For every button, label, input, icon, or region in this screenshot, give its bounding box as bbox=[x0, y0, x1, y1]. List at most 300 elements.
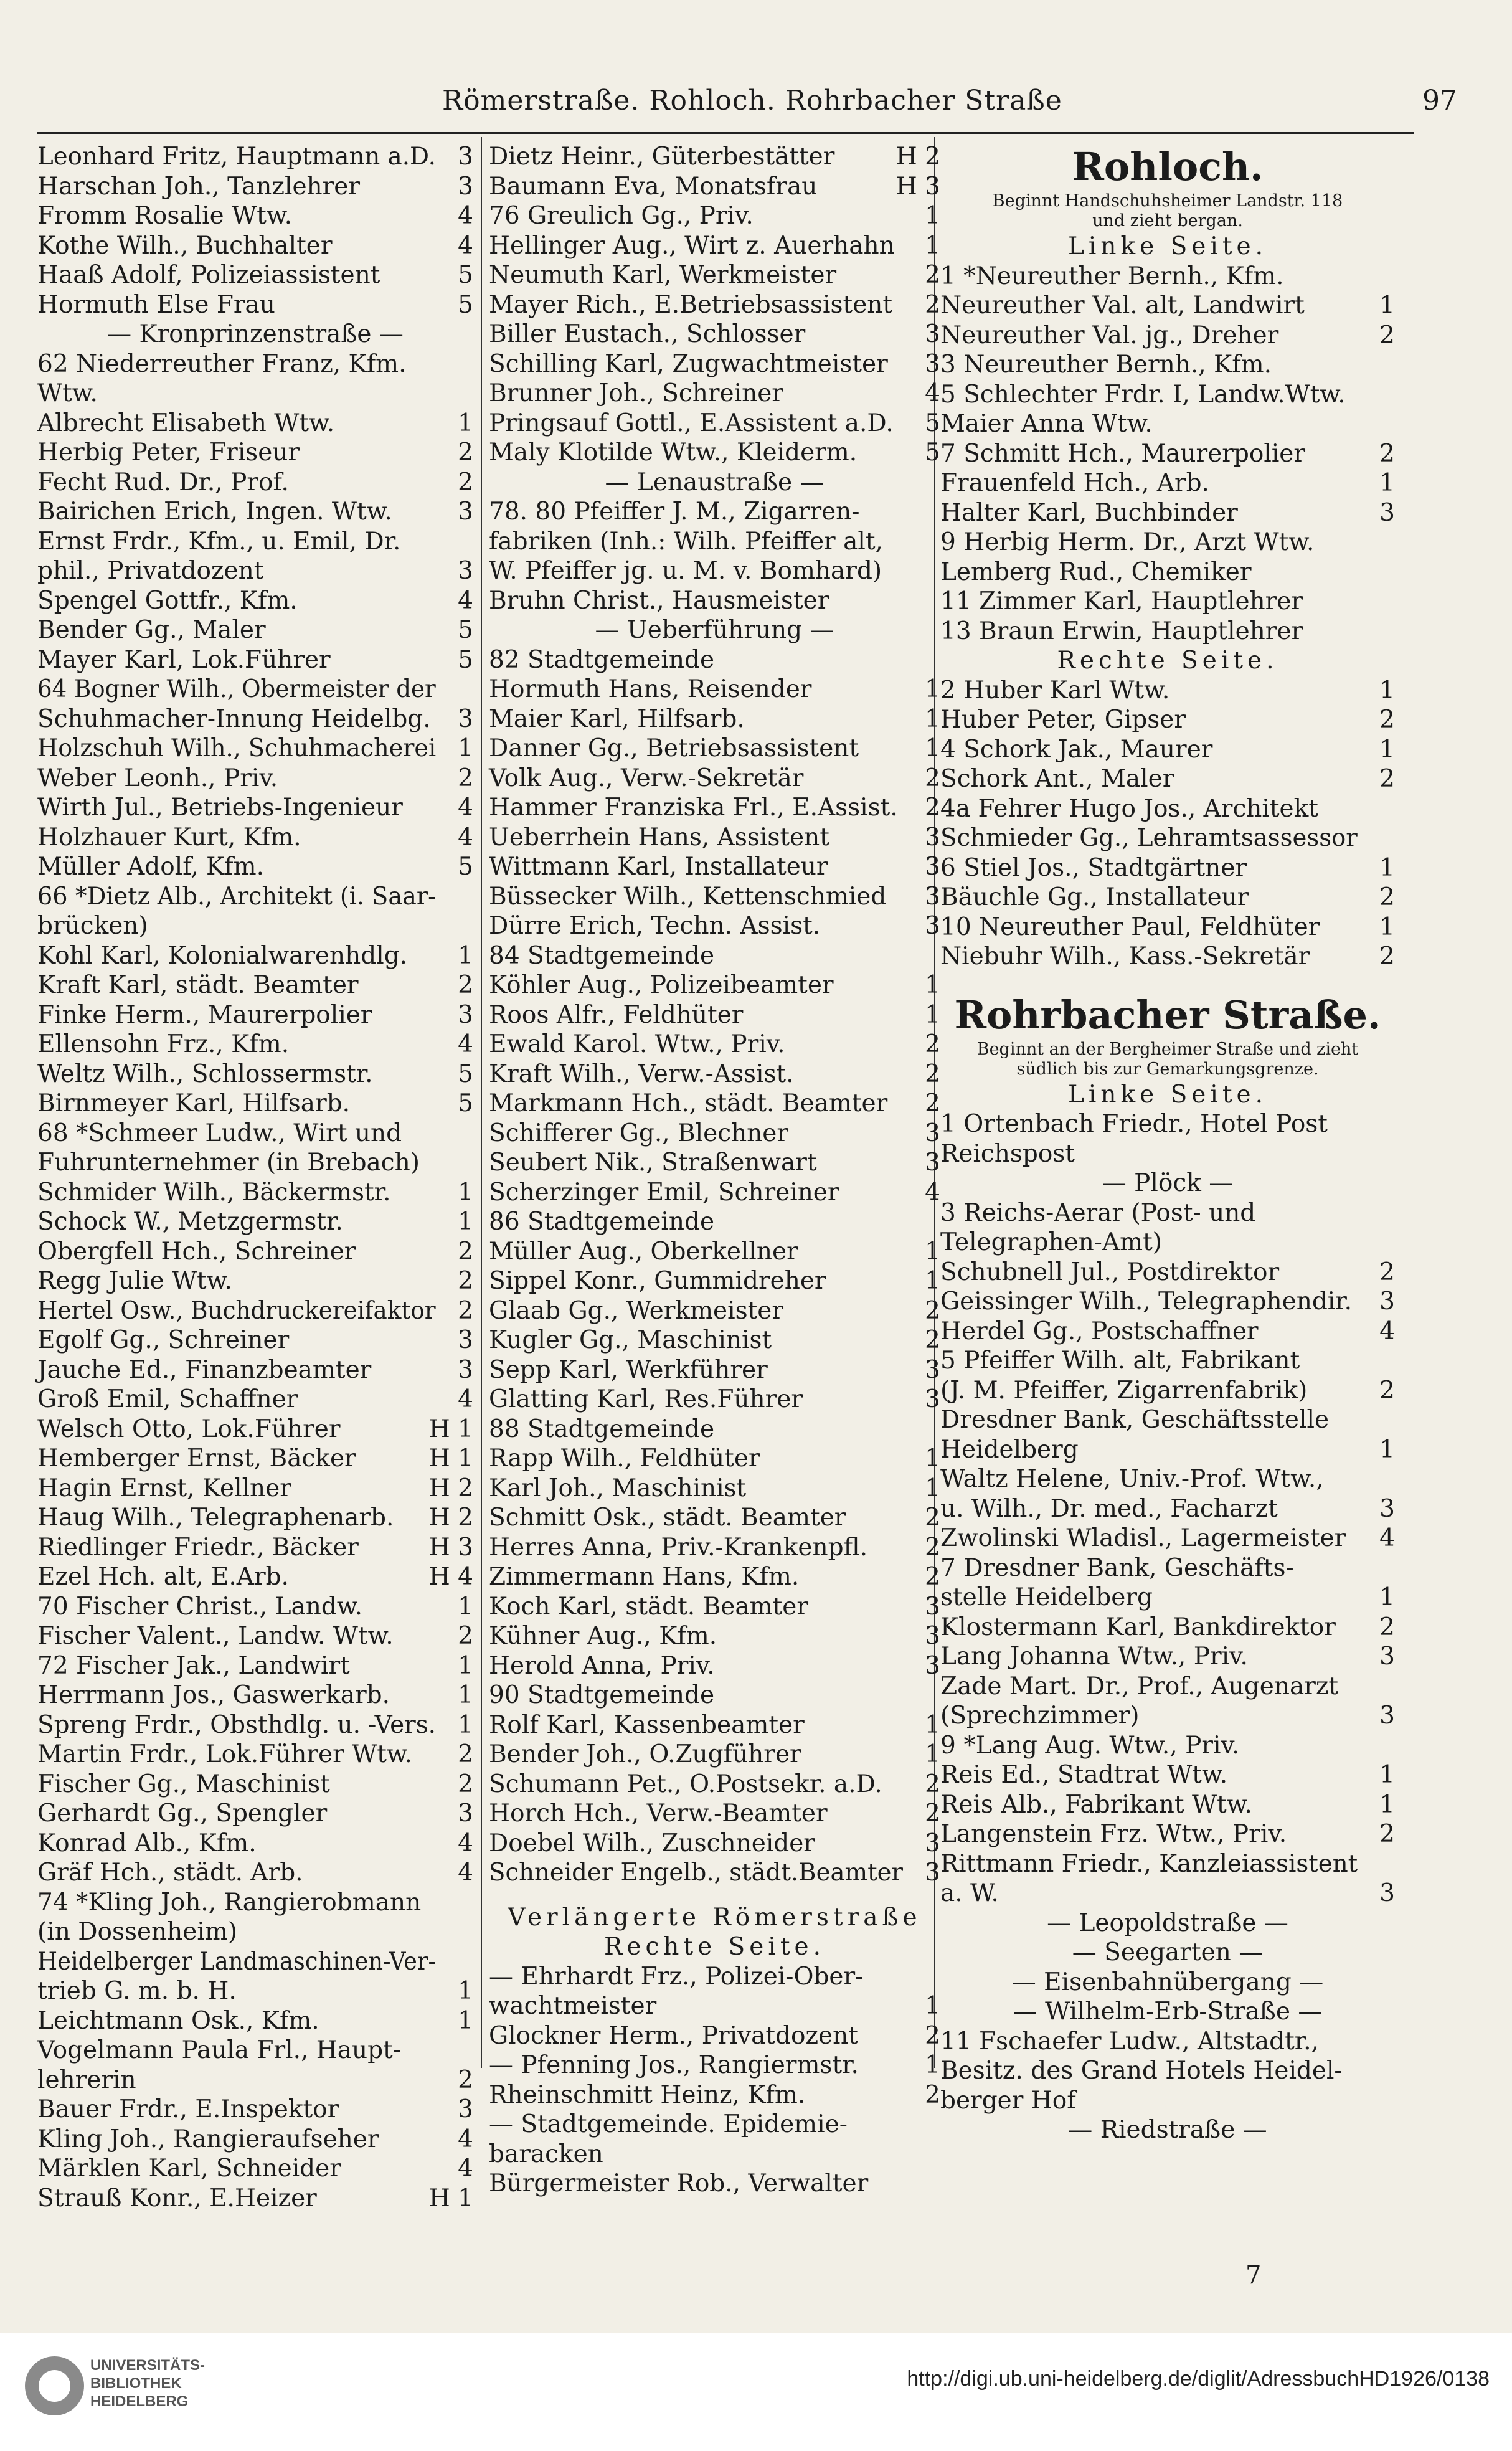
entry-text: Kling Joh., Rangieraufseher bbox=[37, 2125, 379, 2153]
entry-text: Holzhauer Kurt, Kfm. bbox=[37, 823, 301, 851]
floor-number: 4 bbox=[925, 379, 940, 407]
entry-text: Müller Aug., Oberkellner bbox=[489, 1237, 798, 1266]
entry-line bbox=[940, 409, 1395, 439]
entry-text: 1 Ortenbach Friedr., Hotel Post bbox=[940, 1110, 1328, 1138]
entry-text: Klostermann Karl, Bankdirektor bbox=[940, 1613, 1336, 1641]
entry-text: 6 Stiel Jos., Stadtgärtner bbox=[940, 853, 1247, 882]
entry-text: Egolf Gg., Schreiner bbox=[37, 1326, 290, 1354]
entry-text: Wtw. bbox=[37, 379, 98, 407]
floor-number: 3 bbox=[925, 1651, 940, 1680]
entry-text: Rolf Karl, Kassenbeamter bbox=[489, 1710, 805, 1739]
entry-line bbox=[37, 1888, 473, 1918]
entry-line bbox=[489, 1799, 940, 1829]
floor-number: 1 bbox=[925, 1740, 940, 1768]
entry-line bbox=[37, 1740, 473, 1770]
entry-text: — Wilhelm-Erb-Straße — bbox=[1013, 1998, 1323, 2026]
entry-text: Weltz Wilh., Schlossermstr. bbox=[37, 1060, 373, 1088]
entry-text: 72 Fischer Jak., Landwirt bbox=[37, 1651, 350, 1680]
entry-text: Maly Klotilde Wtw., Kleiderm. bbox=[489, 439, 858, 467]
entry-line bbox=[489, 911, 940, 941]
entry-text: Neureuther Val. jg., Dreher bbox=[940, 321, 1279, 349]
entry-line bbox=[489, 290, 940, 320]
entry-text: Rittmann Friedr., Kanzleiassistent bbox=[940, 1849, 1358, 1878]
entry-line bbox=[37, 260, 473, 290]
entry-line bbox=[37, 1976, 473, 2006]
floor-number: 2 bbox=[1379, 1376, 1395, 1405]
floor-number: H 1 bbox=[428, 1444, 473, 1472]
footer-bar bbox=[0, 2333, 1512, 2451]
floor-number: 3 bbox=[925, 823, 940, 851]
entry-text: Fuhrunternehmer (in Brebach) bbox=[37, 1149, 420, 1177]
entry-text: 3 Neureuther Bernh., Kfm. bbox=[940, 351, 1272, 379]
entry-text: Wirth Jul., Betriebs-Ingenieur bbox=[37, 794, 403, 822]
entry-line bbox=[37, 1119, 473, 1149]
entry-line bbox=[37, 764, 473, 794]
entry-line bbox=[489, 882, 940, 912]
floor-number: 2 bbox=[1379, 1258, 1395, 1286]
entry-line bbox=[940, 1790, 1395, 1820]
floor-number: 2 bbox=[925, 764, 940, 792]
entry-line bbox=[489, 1119, 940, 1149]
entry-line bbox=[940, 705, 1395, 735]
floor-number: 1 bbox=[1379, 1790, 1395, 1819]
entry-line bbox=[489, 1266, 940, 1296]
floor-number: 2 bbox=[925, 1533, 940, 1562]
entry-line bbox=[940, 1109, 1395, 1139]
entry-line bbox=[489, 1681, 940, 1710]
floor-number: 2 bbox=[925, 1799, 940, 1828]
entry-line bbox=[940, 1553, 1395, 1583]
entry-line bbox=[489, 349, 940, 379]
entry-line bbox=[940, 1346, 1395, 1376]
floor-number: 1 bbox=[1379, 913, 1395, 941]
entry-line bbox=[489, 1932, 940, 1962]
entry-line bbox=[37, 1592, 473, 1622]
entry-line bbox=[940, 853, 1395, 883]
floor-number: 2 bbox=[925, 1060, 940, 1088]
floor-number: 3 bbox=[458, 172, 473, 201]
entry-text: phil., Privatdozent bbox=[37, 557, 264, 585]
entry-text: Kraft Wilh., Verw.-Assist. bbox=[489, 1060, 794, 1088]
section-note: Beginnt Handschuhsheimer Landstr. 118 bbox=[992, 191, 1343, 211]
entry-text: (J. M. Pfeiffer, Zigarrenfabrik) bbox=[940, 1376, 1308, 1405]
entry-text: Heidelberg bbox=[940, 1435, 1079, 1464]
floor-number: 1 bbox=[1379, 469, 1395, 497]
entry-line bbox=[489, 1000, 940, 1030]
floor-number: 3 bbox=[458, 1799, 473, 1828]
section-note: Beginnt an der Bergheimer Straße und zieht bbox=[976, 1039, 1359, 1059]
entry-line bbox=[940, 1405, 1395, 1435]
section-note: südlich bis zur Gemarkungsgrenze. bbox=[1016, 1059, 1319, 1079]
entry-text: Zwolinski Wladisl., Lagermeister bbox=[940, 1524, 1346, 1552]
entry-line bbox=[37, 734, 473, 764]
entry-line bbox=[940, 1613, 1395, 1643]
entry-text: — Ehrhardt Frz., Polizei-Ober- bbox=[489, 1962, 864, 1991]
entry-line bbox=[940, 380, 1395, 410]
entry-line bbox=[37, 645, 473, 675]
entry-text: Kugler Gg., Maschinist bbox=[489, 1326, 772, 1354]
entry-line bbox=[37, 290, 473, 320]
entry-text: Herres Anna, Priv.-Krankenpfl. bbox=[489, 1533, 868, 1562]
entry-line bbox=[940, 2115, 1395, 2145]
floor-number: 4 bbox=[1379, 1524, 1395, 1552]
entry-line bbox=[37, 823, 473, 853]
entry-text: Scherzinger Emil, Schreiner bbox=[489, 1178, 839, 1207]
floor-number: 1 bbox=[1379, 1435, 1395, 1464]
floor-number: 1 bbox=[458, 1592, 473, 1621]
entry-text: 4a Fehrer Hugo Jos., Architekt bbox=[940, 794, 1318, 823]
entry-line bbox=[489, 1089, 940, 1119]
entry-line bbox=[940, 764, 1395, 794]
floor-number: 4 bbox=[1379, 1317, 1395, 1345]
floor-number: 2 bbox=[925, 1089, 940, 1117]
entry-text: Haaß Adolf, Polizeiassistent bbox=[37, 261, 380, 289]
floor-number: 3 bbox=[925, 912, 940, 940]
entry-text: Baumann Eva, Monatsfrau bbox=[489, 172, 818, 201]
entry-line bbox=[37, 1415, 473, 1444]
entry-text: Strauß Konr., E.Heizer bbox=[37, 2184, 317, 2212]
entry-text: Hormuth Else Frau bbox=[37, 290, 275, 319]
entry-text: Ewald Karol. Wtw., Priv. bbox=[489, 1030, 785, 1058]
entry-text: Neumuth Karl, Werkmeister bbox=[489, 261, 837, 289]
entry-text: Vogelmann Paula Frl., Haupt- bbox=[37, 2036, 401, 2064]
entry-line bbox=[940, 1879, 1395, 1908]
page-header bbox=[37, 85, 1470, 135]
floor-number: 1 bbox=[925, 1992, 940, 2020]
entry-text: Karl Joh., Maschinist bbox=[489, 1474, 747, 1502]
entry-text: 66 *Dietz Alb., Architekt (i. Saar- bbox=[37, 882, 436, 911]
entry-text: Bairichen Erich, Ingen. Wtw. bbox=[37, 498, 392, 526]
entry-text: 64 Bogner Wilh., Obermeister der bbox=[37, 675, 436, 703]
entry-text: Rechte Seite. bbox=[1057, 647, 1278, 675]
entry-text: Bäuchle Gg., Installateur bbox=[940, 883, 1249, 911]
entry-text: Birnmeyer Karl, Hilfsarb. bbox=[37, 1089, 351, 1117]
floor-number: 5 bbox=[458, 1089, 473, 1117]
entry-text: Spreng Frdr., Obsthdlg. u. -Vers. bbox=[37, 1710, 437, 1739]
floor-number: 1 bbox=[925, 1474, 940, 1502]
floor-number: 3 bbox=[1379, 1494, 1395, 1523]
floor-number: 2 bbox=[925, 1563, 940, 1591]
entry-text: Verlängerte Römerstraße bbox=[508, 1903, 922, 1932]
entry-line bbox=[489, 1060, 940, 1089]
entry-line bbox=[37, 1858, 473, 1888]
entry-line bbox=[37, 172, 473, 202]
entry-text: Ellensohn Frz., Kfm. bbox=[37, 1030, 290, 1058]
entry-text: berger Hof bbox=[940, 2086, 1076, 2115]
entry-line bbox=[489, 379, 940, 409]
floor-number: 5 bbox=[458, 290, 473, 319]
entry-line bbox=[940, 1731, 1395, 1761]
entry-line bbox=[489, 1503, 940, 1533]
entry-text: 2 Huber Karl Wtw. bbox=[940, 676, 1170, 704]
floor-number: 2 bbox=[1379, 1613, 1395, 1641]
entry-line bbox=[940, 1169, 1395, 1198]
entry-line bbox=[940, 350, 1395, 380]
entry-line bbox=[489, 1207, 940, 1237]
entry-line bbox=[37, 615, 473, 645]
entry-text: Glatting Karl, Res.Führer bbox=[489, 1385, 803, 1413]
entry-line bbox=[37, 941, 473, 971]
entry-line bbox=[489, 1562, 940, 1592]
floor-number: H 2 bbox=[895, 143, 940, 171]
floor-number: 1 bbox=[458, 1651, 473, 1680]
floor-number: 2 bbox=[925, 1030, 940, 1058]
entry-text: Müller Adolf, Kfm. bbox=[37, 853, 264, 881]
entry-line bbox=[489, 615, 940, 645]
floor-number: 1 bbox=[925, 2051, 940, 2079]
entry-text: Schock W., Metzgermstr. bbox=[37, 1208, 343, 1236]
entry-line bbox=[940, 232, 1395, 262]
entry-text: a. W. bbox=[940, 1879, 999, 1907]
entry-line bbox=[489, 1651, 940, 1681]
entry-text: Rheinschmitt Heinz, Kfm. bbox=[489, 2080, 806, 2109]
entry-line bbox=[37, 1266, 473, 1296]
entry-line bbox=[489, 1415, 940, 1444]
entry-text: Volk Aug., Verw.-Sekretär bbox=[489, 764, 804, 792]
floor-number: 2 bbox=[458, 971, 473, 999]
entry-text: Herbig Peter, Friseur bbox=[37, 439, 300, 467]
entry-line bbox=[37, 438, 473, 468]
floor-number: 3 bbox=[458, 2095, 473, 2123]
entry-line bbox=[489, 1770, 940, 1799]
entry-line bbox=[940, 262, 1395, 292]
entry-text: 9 *Lang Aug. Wtw., Priv. bbox=[940, 1731, 1240, 1760]
column-left bbox=[37, 142, 473, 2213]
library-seal-icon bbox=[25, 2356, 84, 2415]
floor-number: 4 bbox=[458, 823, 473, 851]
entry-text: 82 Stadtgemeinde bbox=[489, 645, 715, 674]
entry-line bbox=[940, 1583, 1395, 1613]
floor-number: 3 bbox=[925, 1859, 940, 1887]
entry-line bbox=[940, 1672, 1395, 1702]
source-url-link[interactable]: http://digi.ub.uni-heidelberg.de/diglit/AdressbuchHD1926/0138 bbox=[907, 2367, 1490, 2391]
entry-line bbox=[37, 231, 473, 261]
floor-number: 3 bbox=[1379, 1287, 1395, 1316]
entry-line bbox=[940, 1968, 1395, 1998]
section-heading-rohloch: Rohloch. bbox=[1072, 144, 1264, 189]
entry-line bbox=[37, 1444, 473, 1474]
entry-line bbox=[940, 1908, 1395, 1938]
entry-text: Doebel Wilh., Zuschneider bbox=[489, 1829, 815, 1857]
entry-text: Märklen Karl, Schneider bbox=[37, 2155, 341, 2183]
floor-number: 5 bbox=[458, 616, 473, 644]
floor-number: 5 bbox=[458, 1060, 473, 1088]
entry-text: Schork Ant., Maler bbox=[940, 765, 1174, 793]
entry-line bbox=[489, 852, 940, 882]
floor-number: 2 bbox=[1379, 765, 1395, 793]
floor-number: 1 bbox=[458, 1178, 473, 1207]
entry-line bbox=[940, 1701, 1395, 1731]
entry-line bbox=[37, 2095, 473, 2125]
entry-text: Gräf Hch., städt. Arb. bbox=[37, 1859, 303, 1887]
entry-line bbox=[489, 1444, 940, 1474]
entry-text: Huber Peter, Gipser bbox=[940, 706, 1186, 734]
entry-line bbox=[940, 735, 1395, 765]
entry-text: Köhler Aug., Polizeibeamter bbox=[489, 971, 834, 999]
entry-line bbox=[37, 1296, 473, 1326]
floor-number: H 1 bbox=[428, 1415, 473, 1443]
entry-text: 7 Dresdner Bank, Geschäfts- bbox=[940, 1553, 1294, 1582]
entry-line bbox=[940, 1080, 1395, 1110]
entry-line bbox=[37, 2006, 473, 2036]
entry-text: Frauenfeld Hch., Arb. bbox=[940, 469, 1209, 497]
entry-line bbox=[489, 1030, 940, 1060]
entry-line bbox=[489, 2110, 940, 2140]
floor-number: H 4 bbox=[428, 1563, 473, 1591]
entry-text: — Ueberführung — bbox=[595, 616, 834, 644]
entry-text: Weber Leonh., Priv. bbox=[37, 764, 278, 792]
entry-line bbox=[37, 1562, 473, 1592]
floor-number: 1 bbox=[458, 409, 473, 437]
entry-line bbox=[37, 201, 473, 231]
floor-number: 3 bbox=[925, 882, 940, 911]
entry-line bbox=[37, 1829, 473, 1859]
entry-text: Schneider Engelb., städt.Beamter bbox=[489, 1859, 904, 1887]
floor-number: 2 bbox=[458, 2065, 473, 2094]
floor-number: 4 bbox=[458, 2125, 473, 2153]
entry-text: Leichtmann Osk., Kfm. bbox=[37, 2006, 319, 2035]
floor-number: 2 bbox=[458, 1267, 473, 1295]
entry-line bbox=[37, 1089, 473, 1119]
entry-line bbox=[940, 913, 1395, 942]
entry-text: Schmider Wilh., Bäckermstr. bbox=[37, 1178, 391, 1207]
floor-number: 2 bbox=[458, 468, 473, 496]
entry-text: fabriken (Inh.: Wilh. Pfeiffer alt, bbox=[489, 527, 883, 556]
entry-text: 68 *Schmeer Ludw., Wirt und bbox=[37, 1119, 402, 1147]
floor-number: 5 bbox=[458, 261, 473, 289]
entry-text: Ezel Hch. alt, E.Arb. bbox=[37, 1563, 289, 1591]
entry-text: Ernst Frdr., Kfm., u. Emil, Dr. bbox=[37, 527, 401, 556]
entry-text: Bruhn Christ., Hausmeister bbox=[489, 586, 829, 615]
floor-number: 1 bbox=[925, 202, 940, 230]
entry-text: Gerhardt Gg., Spengler bbox=[37, 1799, 328, 1828]
entry-text: Herdel Gg., Postschaffner bbox=[940, 1317, 1259, 1345]
entry-text: Brunner Joh., Schreiner bbox=[489, 379, 783, 407]
header-rule bbox=[37, 132, 1414, 134]
entry-line bbox=[940, 1228, 1395, 1258]
entry-line bbox=[940, 1464, 1395, 1494]
entry-text: — Plöck — bbox=[1102, 1169, 1234, 1197]
floor-number: 3 bbox=[1379, 1879, 1395, 1907]
floor-number: 4 bbox=[458, 1829, 473, 1857]
entry-line bbox=[489, 1385, 940, 1415]
floor-number: 1 bbox=[1379, 1761, 1395, 1789]
entry-text: Seubert Nik., Straßenwart bbox=[489, 1149, 817, 1177]
floor-number: 3 bbox=[458, 1326, 473, 1354]
entry-line bbox=[37, 1651, 473, 1681]
entry-text: Mayer Karl, Lok.Führer bbox=[37, 645, 331, 674]
entry-line bbox=[940, 1524, 1395, 1553]
floor-number: 2 bbox=[1379, 1820, 1395, 1848]
entry-text: Bürgermeister Rob., Verwalter bbox=[489, 2169, 869, 2197]
entry-line bbox=[940, 883, 1395, 913]
entry-line bbox=[489, 142, 940, 172]
column-right bbox=[940, 142, 1395, 2145]
entry-line bbox=[489, 468, 940, 498]
floor-number: 5 bbox=[458, 645, 473, 674]
entry-text: Neureuther Val. alt, Landwirt bbox=[940, 292, 1305, 320]
entry-text: Linke Seite. bbox=[1067, 232, 1268, 260]
floor-number: 3 bbox=[458, 704, 473, 733]
floor-number: 4 bbox=[458, 794, 473, 822]
entry-text: Regg Julie Wtw. bbox=[37, 1267, 232, 1295]
floor-number: 1 bbox=[458, 1208, 473, 1236]
floor-number: 3 bbox=[925, 1592, 940, 1621]
floor-number: 1 bbox=[1379, 735, 1395, 764]
entry-text: Heidelberger Landmaschinen-Ver- bbox=[37, 1947, 436, 1976]
floor-number: 4 bbox=[458, 1385, 473, 1413]
entry-text: — Stadtgemeinde. Epidemie- bbox=[489, 2110, 848, 2138]
entry-text: Schuhmacher-Innung Heidelbg. bbox=[37, 704, 431, 733]
floor-number: 1 bbox=[458, 1681, 473, 1709]
entry-line bbox=[489, 704, 940, 734]
entry-text: — Eisenbahnübergang — bbox=[1011, 1968, 1324, 1996]
entry-line bbox=[489, 941, 940, 971]
entry-line bbox=[489, 320, 940, 349]
entry-text: Waltz Helene, Univ.-Prof. Wtw., bbox=[940, 1465, 1324, 1493]
entry-line bbox=[489, 1710, 940, 1740]
entry-text: Kothe Wilh., Buchhalter bbox=[37, 231, 333, 260]
floor-number: H 3 bbox=[428, 1533, 473, 1562]
entry-line bbox=[489, 172, 940, 202]
entry-text: Kohl Karl, Kolonialwarenhdlg. bbox=[37, 941, 408, 970]
floor-number: H 3 bbox=[895, 172, 940, 201]
entry-text: Hammer Franziska Frl., E.Assist. bbox=[489, 794, 898, 822]
entry-line bbox=[940, 676, 1395, 706]
floor-number: 1 bbox=[458, 1710, 473, 1739]
floor-number: 4 bbox=[458, 1859, 473, 1887]
entry-line bbox=[940, 528, 1395, 557]
entry-line bbox=[37, 409, 473, 439]
entry-line bbox=[37, 1503, 473, 1533]
entry-text: 7 Schmitt Hch., Maurerpolier bbox=[940, 439, 1306, 468]
entry-line bbox=[489, 823, 940, 853]
entry-text: Schifferer Gg., Blechner bbox=[489, 1119, 789, 1147]
entry-line bbox=[940, 646, 1395, 676]
entry-line bbox=[37, 2184, 473, 2214]
floor-number: 1 bbox=[1379, 676, 1395, 704]
entry-text: — Lenaustraße — bbox=[605, 468, 825, 496]
floor-number: 4 bbox=[925, 1178, 940, 1207]
entry-text: 11 Fschaefer Ludw., Altstadtr., bbox=[940, 2027, 1319, 2055]
entry-line bbox=[940, 794, 1395, 824]
column-divider-1 bbox=[481, 137, 482, 2068]
entry-line bbox=[37, 1799, 473, 1829]
entry-line bbox=[940, 1198, 1395, 1228]
entry-text: Dietz Heinr., Güterbestätter bbox=[489, 143, 835, 171]
entry-line bbox=[37, 2154, 473, 2184]
floor-number: 3 bbox=[1379, 1643, 1395, 1671]
entry-text: Konrad Alb., Kfm. bbox=[37, 1829, 257, 1857]
entry-line bbox=[489, 2021, 940, 2051]
entry-line bbox=[940, 1494, 1395, 1524]
entry-text: Lang Johanna Wtw., Priv. bbox=[940, 1643, 1248, 1671]
floor-number: 3 bbox=[925, 853, 940, 881]
floor-number: 3 bbox=[925, 320, 940, 348]
entry-text: Holzschuh Wilh., Schuhmacherei bbox=[37, 734, 437, 762]
entry-text: Fromm Rosalie Wtw. bbox=[37, 202, 292, 230]
entry-line bbox=[37, 1325, 473, 1355]
entry-line bbox=[940, 1258, 1395, 1287]
floor-number: 2 bbox=[458, 764, 473, 792]
entry-text: Groß Emil, Schaffner bbox=[37, 1385, 298, 1413]
entry-text: Reichspost bbox=[940, 1139, 1075, 1168]
entry-text: Geissinger Wilh., Telegraphendir. bbox=[940, 1287, 1353, 1316]
entry-line bbox=[940, 1139, 1395, 1169]
blank-line bbox=[489, 1888, 940, 1903]
entry-text: — Leopoldstraße — bbox=[1047, 1908, 1288, 1937]
entry-line bbox=[37, 497, 473, 527]
